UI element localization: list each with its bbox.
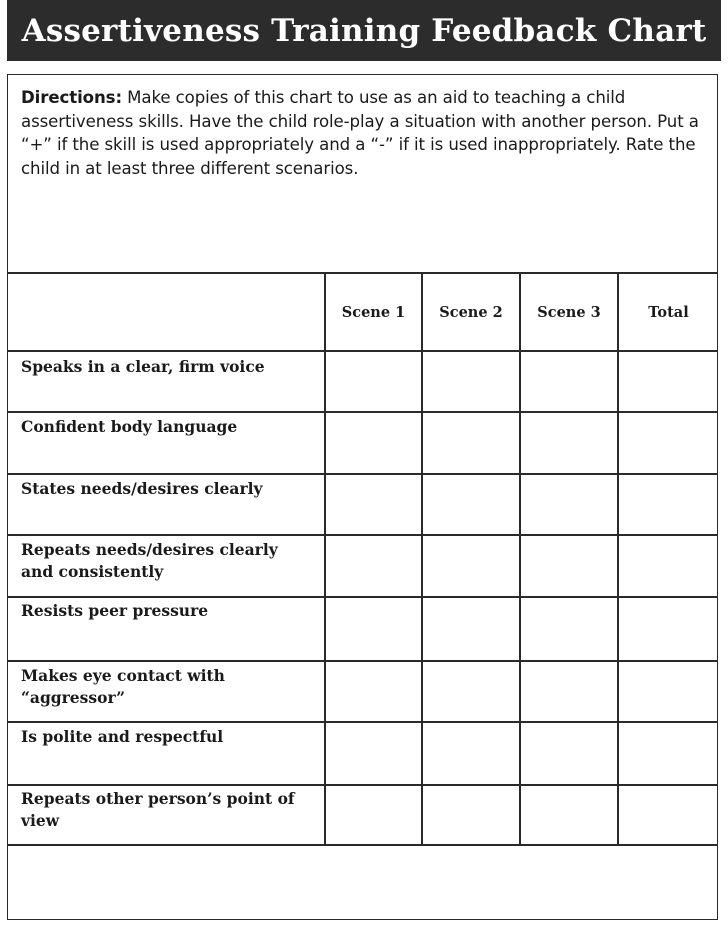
rating-cell[interactable] (423, 352, 519, 411)
rating-cell[interactable] (521, 598, 617, 660)
directions-text: Make copies of this chart to use as an aid to teaching a child assertiveness skills. Have the child role-play a situation with another person. Put a “+” if the skill is used appropriately and a “-” if it is used inappropriately. Rate the child in at least three different scenarios. (21, 88, 699, 178)
chart-title: Assertiveness Training Feedback Chart (7, 0, 721, 61)
rating-cell[interactable] (521, 662, 617, 721)
rating-cell[interactable] (423, 598, 519, 660)
rating-cell[interactable] (521, 475, 617, 534)
table-bottom-border (7, 844, 718, 846)
column-header-scene-1: Scene 1 (341, 303, 406, 321)
rating-cell[interactable] (326, 598, 421, 660)
rating-cell[interactable] (326, 475, 421, 534)
rating-cell[interactable] (423, 475, 519, 534)
rating-cell[interactable] (423, 786, 519, 842)
rating-cell[interactable] (423, 662, 519, 721)
rating-cell[interactable] (619, 786, 716, 842)
column-header-total: Total (648, 303, 689, 321)
rating-cell[interactable] (326, 413, 421, 473)
row-label-clear-voice: Speaks in a clear, firm voice (21, 357, 265, 376)
column-header-scene-2: Scene 2 (439, 303, 503, 321)
directions-block (21, 86, 711, 180)
rating-cell[interactable] (619, 723, 716, 784)
rating-cell[interactable] (423, 536, 519, 596)
rating-cell[interactable] (521, 786, 617, 842)
rating-cell[interactable] (521, 723, 617, 784)
directions-label: Directions: (21, 88, 122, 107)
rating-cell[interactable] (423, 413, 519, 473)
rating-cell[interactable] (326, 536, 421, 596)
row-label-point-of-view: Repeats other person’s point of view (21, 789, 295, 830)
rating-cell[interactable] (619, 662, 716, 721)
rating-cell[interactable] (521, 352, 617, 411)
rating-cell[interactable] (326, 786, 421, 842)
column-header-scene-3: Scene 3 (537, 303, 601, 321)
rating-cell[interactable] (326, 662, 421, 721)
rating-cell[interactable] (326, 723, 421, 784)
row-label-body-language: Confident body language (21, 417, 238, 436)
rating-cell[interactable] (619, 475, 716, 534)
row-label-repeats-needs: Repeats needs/desires clearly and consistently (21, 540, 278, 581)
rating-cell[interactable] (619, 352, 716, 411)
row-label-peer-pressure: Resists peer pressure (21, 601, 209, 620)
row-label-eye-contact: Makes eye contact with “aggressor” (21, 666, 225, 707)
rating-cell[interactable] (521, 536, 617, 596)
rating-cell[interactable] (619, 536, 716, 596)
row-label-states-needs: States needs/desires clearly (21, 479, 263, 498)
rating-cell[interactable] (326, 352, 421, 411)
rating-cell[interactable] (521, 413, 617, 473)
rating-cell[interactable] (423, 723, 519, 784)
rating-cell[interactable] (619, 413, 716, 473)
row-label-polite: Is polite and respectful (21, 727, 224, 746)
rating-cell[interactable] (619, 598, 716, 660)
